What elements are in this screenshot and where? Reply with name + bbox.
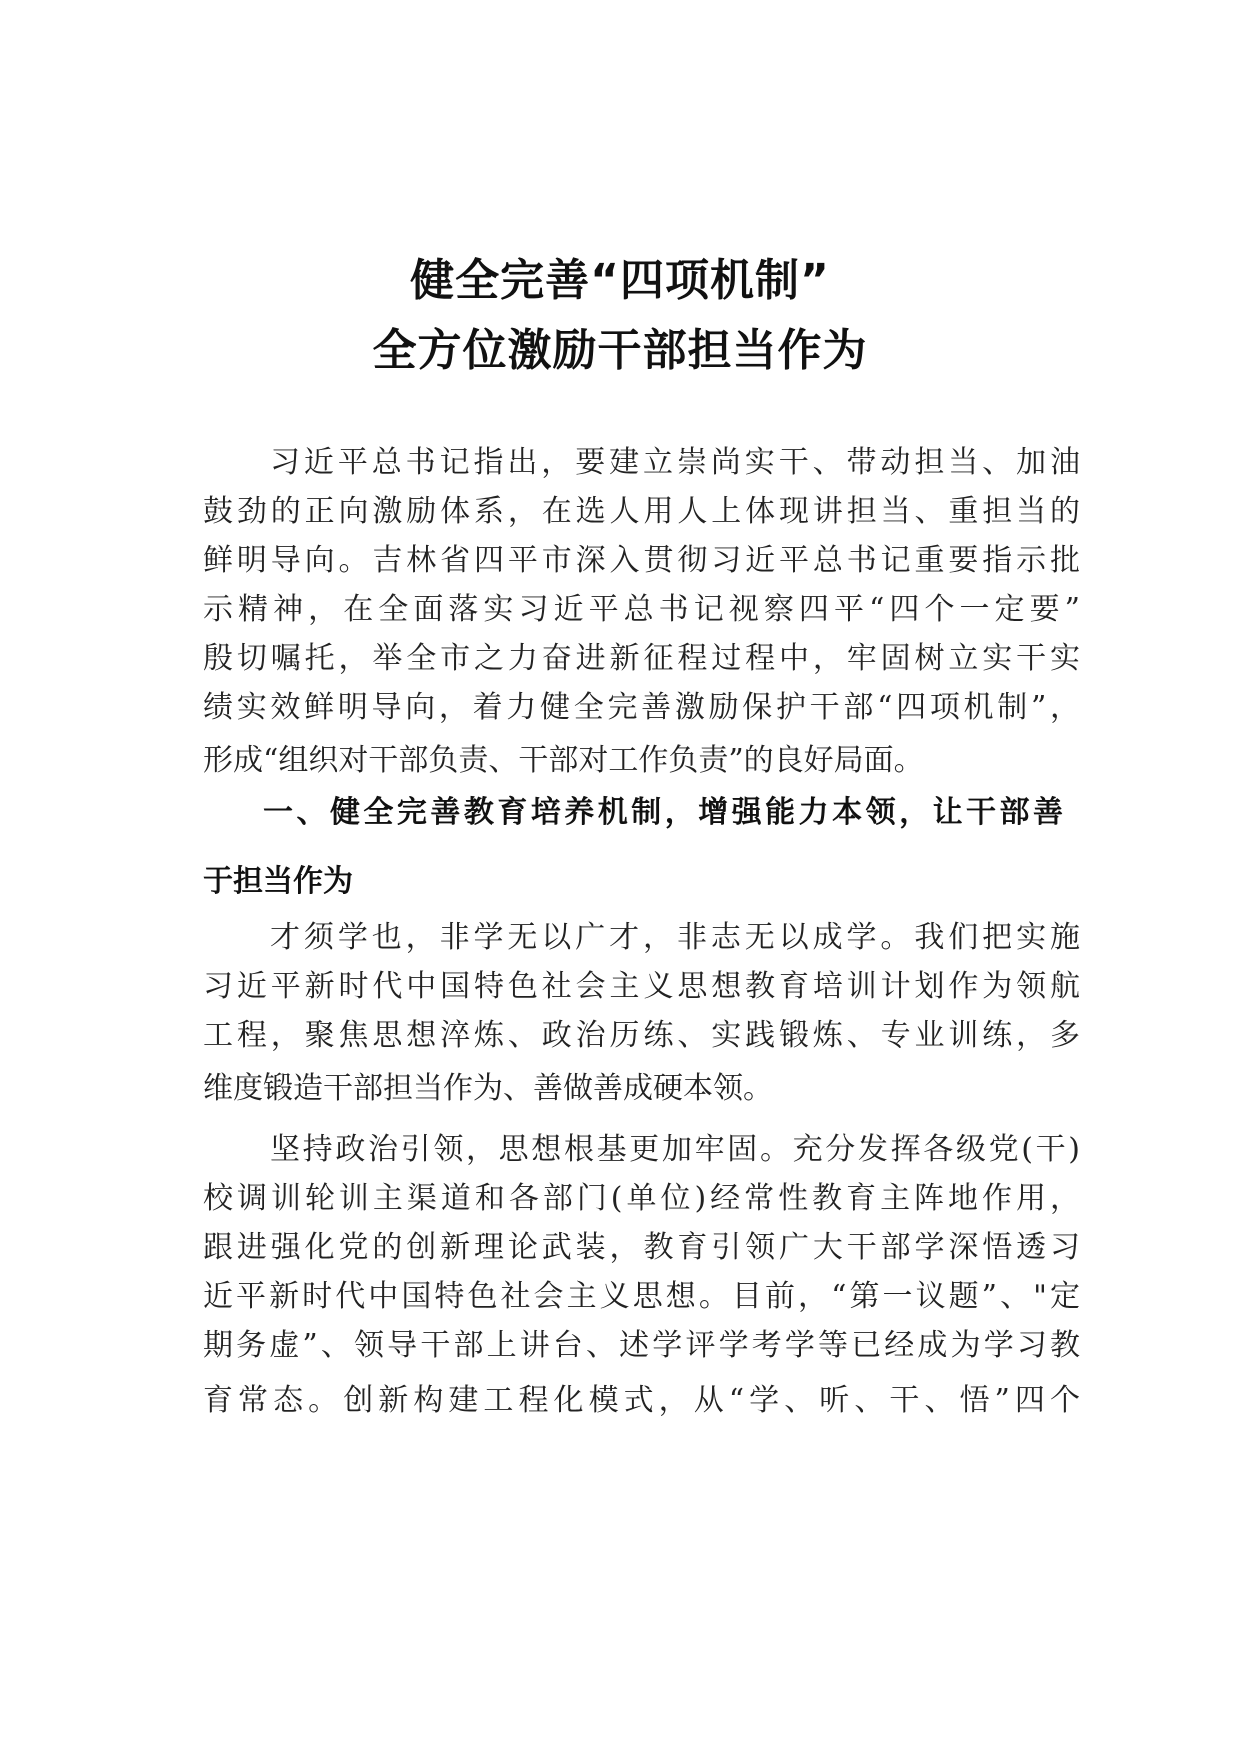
paragraph-2-line-3: 工程，聚焦思想淬炼、政治历练、实践锻炼、专业训练，多 [203,1018,1080,1053]
paragraph-3-line-5: 期务虚”、领导干部上讲台、述学评学考学等已经成为学习教 [203,1328,1080,1363]
paragraph-3-line-3: 跟进强化党的创新理论武装，教育引领广大干部学深悟透习 [203,1230,1080,1265]
paragraph-2-line-1: 才须学也，非学无以广才，非志无以成学。我们把实施 [270,920,1080,955]
section-heading-line-2: 于担当作为 [203,864,353,899]
paragraph-2-line-4: 维度锻造干部担当作为、善做善成硬本领。 [203,1071,773,1106]
paragraph-3-line-6: 育常态。创新构建工程化模式，从“学、听、干、悟”四个 [203,1383,1080,1418]
paragraph-1-line-5: 殷切嘱托，举全市之力奋进新征程过程中，牢固树立实干实 [203,641,1080,676]
paragraph-1-line-1: 习近平总书记指出，要建立崇尚实干、带动担当、加油 [270,445,1080,480]
paragraph-1-line-3: 鲜明导向。吉林省四平市深入贯彻习近平总书记重要指示批 [203,543,1080,578]
paragraph-1-line-4: 示精神，在全面落实习近平总书记视察四平“四个一定要” [203,592,1080,627]
paragraph-1-line-7: 形成“组织对干部负责、干部对工作负责”的良好局面。 [203,743,924,778]
document-title-line-2: 全方位激励干部担当作为 [372,325,868,376]
paragraph-3-line-2: 校调训轮训主渠道和各部门(单位)经常性教育主阵地作用， [203,1181,1080,1216]
paragraph-3-line-4: 近平新时代中国特色社会主义思想。目前，“第一议题”、"定 [203,1279,1080,1314]
section-heading-line-1: 一、健全完善教育培养机制，增强能力本领，让干部善 [263,795,1063,830]
paragraph-3-line-1: 坚持政治引领，思想根基更加牢固。充分发挥各级党(干) [270,1132,1080,1167]
paragraph-1-line-6: 绩实效鲜明导向，着力健全完善激励保护干部“四项机制”， [203,690,1080,725]
document-title-line-1: 健全完善“四项机制” [410,255,830,306]
paragraph-1-line-2: 鼓劲的正向激励体系，在选人用人上体现讲担当、重担当的 [203,494,1080,529]
paragraph-2-line-2: 习近平新时代中国特色社会主义思想教育培训计划作为领航 [203,969,1080,1004]
